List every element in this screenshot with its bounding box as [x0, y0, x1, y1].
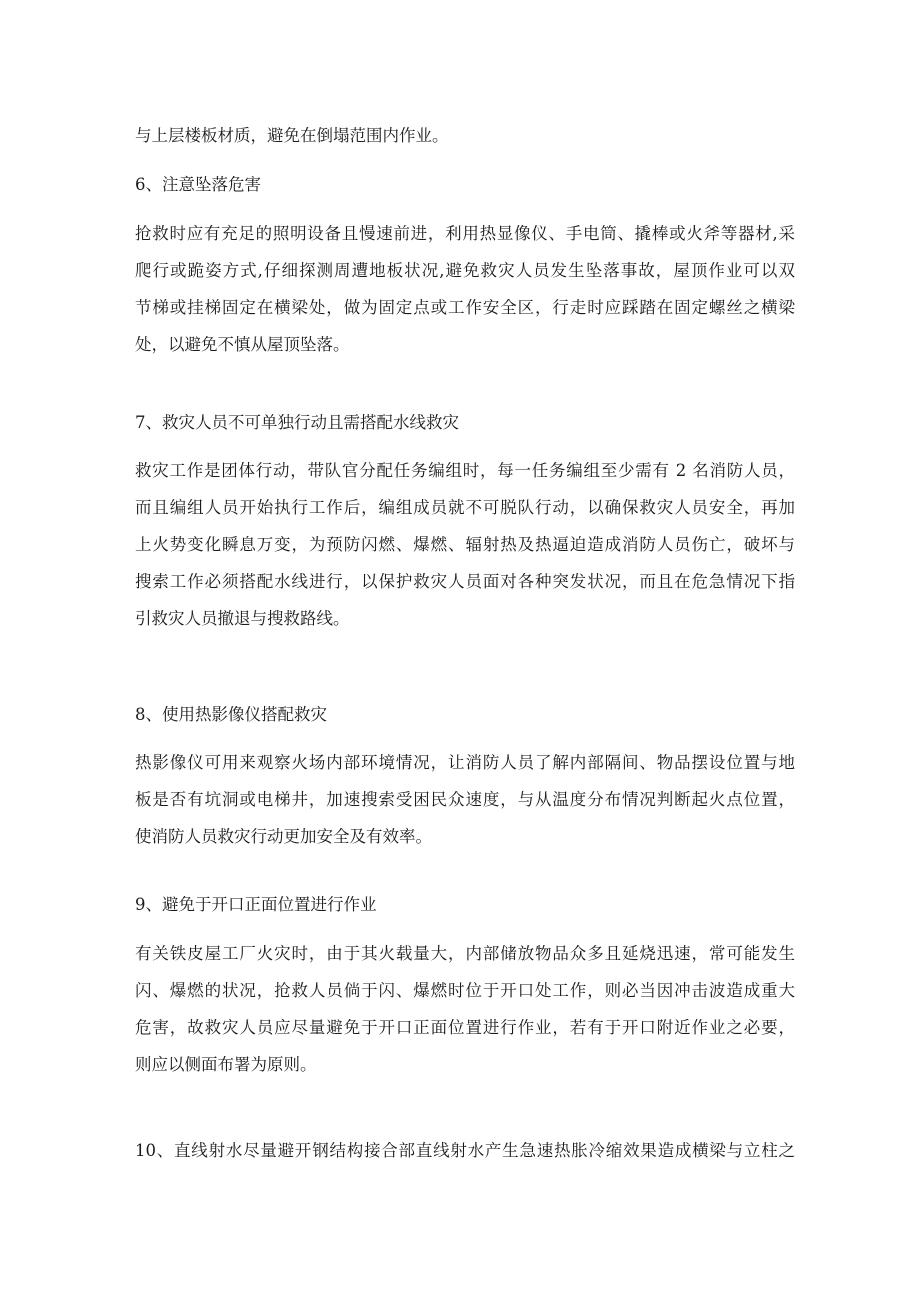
section-10-heading: 10、直线射水尽量避开钢结构接合部直线射水产生急速热胀冷缩效果造成横梁与立柱之	[135, 1141, 795, 1160]
paragraph-line: 救灾工作是团体行动，带队官分配任务编组时，每一任务编组至少需有 2 名消防人员，	[135, 461, 795, 480]
section-8-paragraph	[135, 744, 795, 855]
section-8-heading: 8、使用热影像仪搭配救灾	[135, 705, 327, 724]
paragraph-line: 而且编组人员开始执行工作后，编组成员就不可脱队行动，以确保救灾人员安全，再加	[135, 498, 795, 517]
paragraph-line: 爬行或跪姿方式,仔细探测周遭地板状况,避免救灾人员发生坠落事故，屋顶作业可以双	[135, 261, 795, 280]
section-7-heading: 7、救灾人员不可单独行动且需搭配水线救灾	[135, 413, 459, 432]
paragraph-line: 处，以避免不慎从屋顶坠落。	[135, 335, 350, 354]
paragraph-line: 上火势变化瞬息万变，为预防闪燃、爆燃、辐射热及热逼迫造成消防人员伤亡，破坏与	[135, 535, 795, 554]
paragraph-line: 引救灾人员撤退与搜救路线。	[135, 609, 350, 628]
paragraph-line: 板是否有坑洞或电梯井，加速搜索受困民众速度，与从温度分布情况判断起火点位置，	[135, 790, 795, 809]
section-9-heading: 9、避免于开口正面位置进行作业	[135, 895, 377, 914]
section-6-paragraph	[135, 215, 795, 363]
paragraph-line: 与上层楼板材质，避免在倒塌范围内作业。	[135, 126, 449, 145]
paragraph-line: 则应以侧面布署为原则。	[135, 1055, 317, 1074]
paragraph-line: 使消防人员救灾行动更加安全及有效率。	[135, 827, 432, 846]
paragraph-line: 有关铁皮屋工厂火灾时，由于其火载量大，内部储放物品众多且延烧迅速，常可能发生	[135, 944, 795, 963]
paragraph-line: 危害，故救灾人员应尽量避免于开口正面位置进行作业，若有于开口附近作业之必要，	[135, 1018, 795, 1037]
intro-paragraph	[135, 117, 795, 154]
paragraph-line: 抢救时应有充足的照明设备且慢速前进，利用热显像仪、手电筒、撬棒或火斧等器材,采	[135, 224, 795, 243]
section-7-paragraph	[135, 452, 795, 637]
paragraph-line: 热影像仪可用来观察火场内部环境情况，让消防人员了解内部隔间、物品摆设位置与地	[135, 753, 795, 772]
section-6-heading: 6、注意坠落危害	[135, 175, 261, 194]
paragraph-line: 搜索工作必须搭配水线进行，以保护救灾人员面对各种突发状况，而且在危急情况下指	[135, 572, 795, 591]
paragraph-line: 闪、爆燃的状况，抢救人员倘于闪、爆燃时位于开口处工作，则必当因冲击波造成重大	[135, 981, 795, 1000]
paragraph-line: 节梯或挂梯固定在横梁处，做为固定点或工作安全区，行走时应踩踏在固定螺丝之横梁	[135, 298, 795, 317]
section-9-paragraph	[135, 935, 795, 1083]
